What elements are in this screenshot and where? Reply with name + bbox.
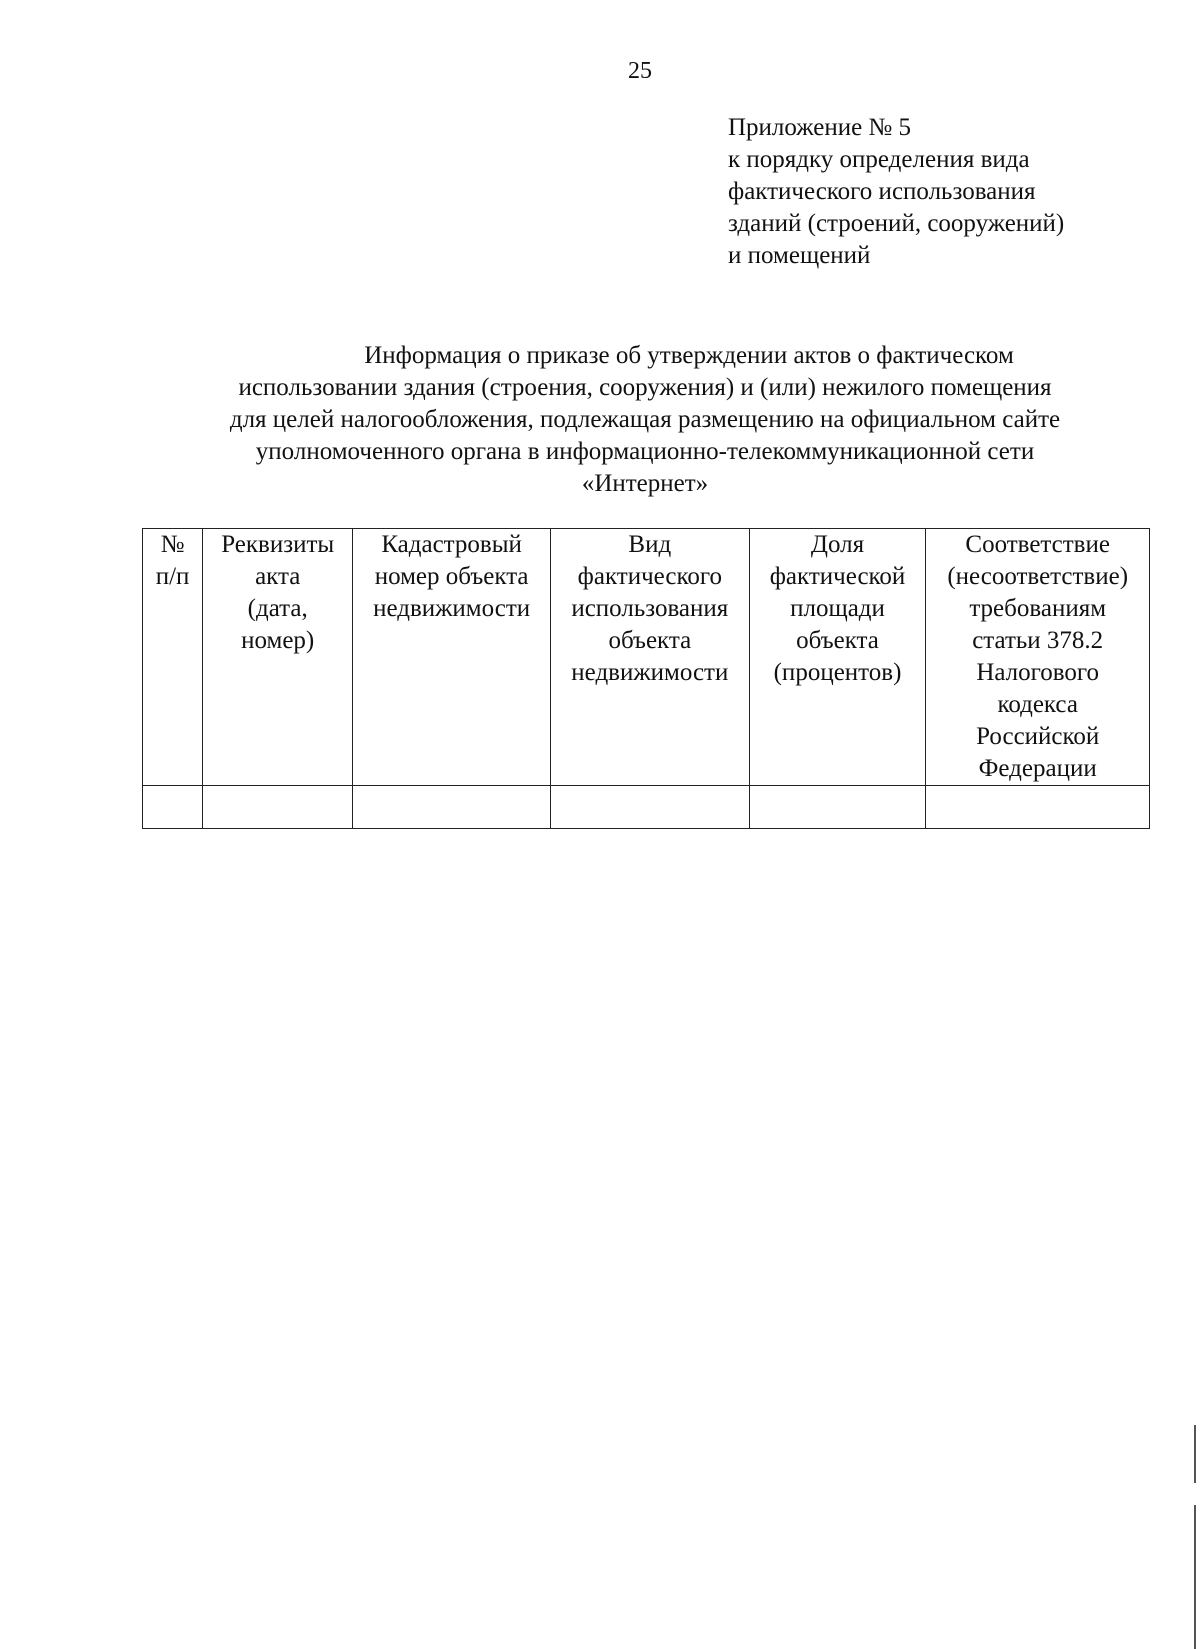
appendix-reference xyxy=(728,112,1064,272)
table-cell xyxy=(926,786,1150,829)
appendix-line: и помещений xyxy=(728,242,871,269)
table-cell xyxy=(143,786,203,829)
table-header-row xyxy=(143,529,1150,786)
page-number: 25 xyxy=(628,58,652,84)
header-line: Налогового xyxy=(976,659,1100,686)
title-line: «Интернет» xyxy=(581,470,709,497)
appendix-line: зданий (строений, сооружений) xyxy=(728,210,1065,237)
header-line: объекта xyxy=(608,627,692,654)
header-line: номер) xyxy=(241,627,315,654)
header-line: Федерации xyxy=(978,755,1097,782)
appendix-line: к порядку определения вида xyxy=(728,146,1030,173)
header-line: фактической xyxy=(769,563,906,590)
appendix-line: Приложение № 5 xyxy=(728,114,912,141)
table-row xyxy=(143,786,1150,829)
document-title xyxy=(140,340,1150,500)
header-line: Реквизиты xyxy=(221,531,335,558)
header-line: фактического xyxy=(577,563,722,590)
header-line: недвижимости xyxy=(571,659,729,686)
table-cell xyxy=(550,786,749,829)
header-line: объекта xyxy=(796,627,879,654)
table-cell xyxy=(749,786,926,829)
header-line: требованиям xyxy=(969,595,1107,622)
header-line: недвижимости xyxy=(373,595,531,622)
header-line: кодекса xyxy=(997,691,1078,718)
title-line: уполномоченного органа в информационно-телекоммуникационной сети xyxy=(255,438,1035,465)
header-line: № xyxy=(160,531,185,558)
scan-edge-mark xyxy=(1194,1425,1196,1483)
scan-edge-mark xyxy=(1194,1505,1196,1649)
header-line: акта xyxy=(255,563,301,590)
title-line: Информация о приказе об утверждении актов о фактическом xyxy=(364,342,1014,369)
column-header-act-details xyxy=(203,529,353,786)
header-line: использования xyxy=(571,595,729,622)
table-cell xyxy=(353,786,551,829)
header-line: (процентов) xyxy=(773,659,902,686)
header-line: (дата, xyxy=(247,595,308,622)
header-line: Соответствие xyxy=(965,531,1110,558)
title-line: использовании здания (строения, сооружения) и (или) нежилого помещения xyxy=(238,374,1052,401)
column-header-number xyxy=(143,529,203,786)
column-header-compliance xyxy=(926,529,1150,786)
column-header-cadastral-number xyxy=(353,529,551,786)
header-line: Доля xyxy=(810,531,865,558)
appendix-line: фактического использования xyxy=(728,178,1036,205)
column-header-area-share xyxy=(749,529,926,786)
column-header-usage-type xyxy=(550,529,749,786)
title-line: для целей налогообложения, подлежащая размещению на официальном сайте xyxy=(229,406,1061,433)
header-line: п/п xyxy=(155,563,190,590)
header-line: статьи 378.2 xyxy=(972,627,1104,654)
header-line: (несоответствие) xyxy=(947,563,1129,590)
header-line: номер объекта xyxy=(374,563,529,590)
header-line: Вид xyxy=(628,531,672,558)
information-table xyxy=(142,528,1150,829)
header-line: Кадастровый xyxy=(381,531,522,558)
header-line: площади xyxy=(790,595,885,622)
table-cell xyxy=(203,786,353,829)
header-line: Российской xyxy=(976,723,1100,750)
